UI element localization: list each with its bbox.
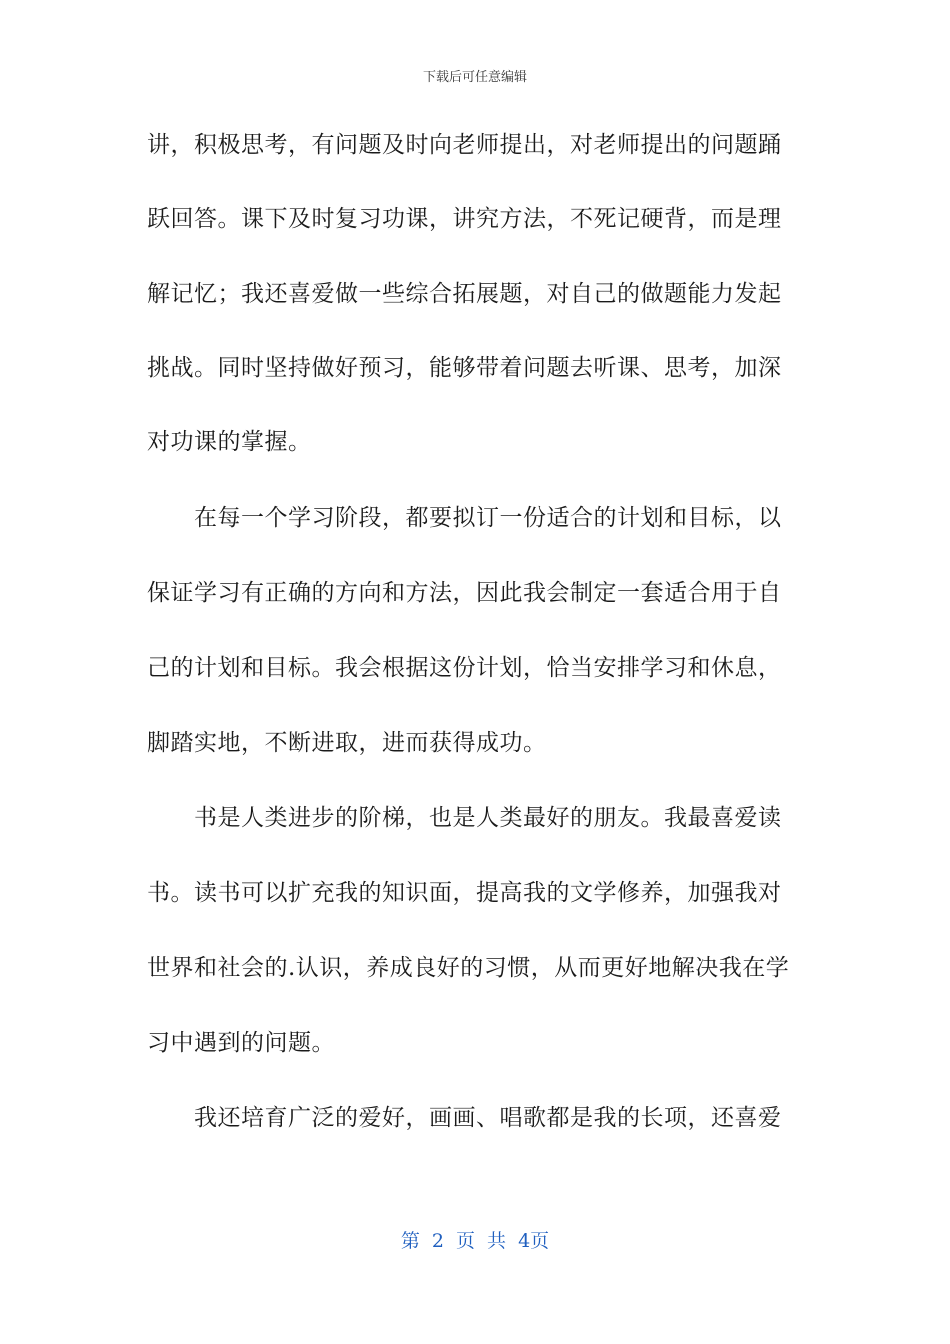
page-header-note: 下载后可任意编辑	[422, 70, 527, 85]
body-line-3: 解记忆；我还喜爱做一些综合拓展题，对自己的做题能力发起	[147, 281, 782, 307]
paragraph-3-line-3: 世界和社会的.认识，养成良好的习惯，从而更好地解决我在学	[147, 955, 790, 981]
paragraph-2-line-4: 脚踏实地，不断进取，进而获得成功。	[147, 730, 547, 756]
body-line-2: 跃回答。课下及时复习功课，讲究方法，不死记硬背，而是理	[147, 206, 782, 232]
paragraph-4-line-1: 我还培育广泛的爱好，画画、唱歌都是我的长项，还喜爱	[194, 1105, 782, 1131]
paragraph-2-line-3: 己的计划和目标。我会根据这份计划，恰当安排学习和休息，	[147, 655, 782, 681]
body-line-1: 讲，积极思考，有问题及时向老师提出，对老师提出的问题踊	[147, 132, 782, 158]
paragraph-3-line-4: 习中遇到的问题。	[147, 1030, 335, 1056]
paragraph-3-line-1: 书是人类进步的阶梯，也是人类最好的朋友。我最喜爱读	[194, 805, 782, 831]
page-number-indicator: 第 2 页 共 4页	[400, 1230, 550, 1252]
paragraph-3-line-2: 书。读书可以扩充我的知识面，提高我的文学修养，加强我对	[147, 880, 782, 906]
body-line-5: 对功课的掌握。	[147, 429, 312, 455]
body-line-4: 挑战。同时坚持做好预习，能够带着问题去听课、思考，加深	[147, 355, 782, 381]
paragraph-2-line-1: 在每一个学习阶段，都要拟订一份适合的计划和目标，以	[194, 505, 782, 531]
paragraph-2-line-2: 保证学习有正确的方向和方法，因此我会制定一套适合用于自	[147, 580, 782, 606]
